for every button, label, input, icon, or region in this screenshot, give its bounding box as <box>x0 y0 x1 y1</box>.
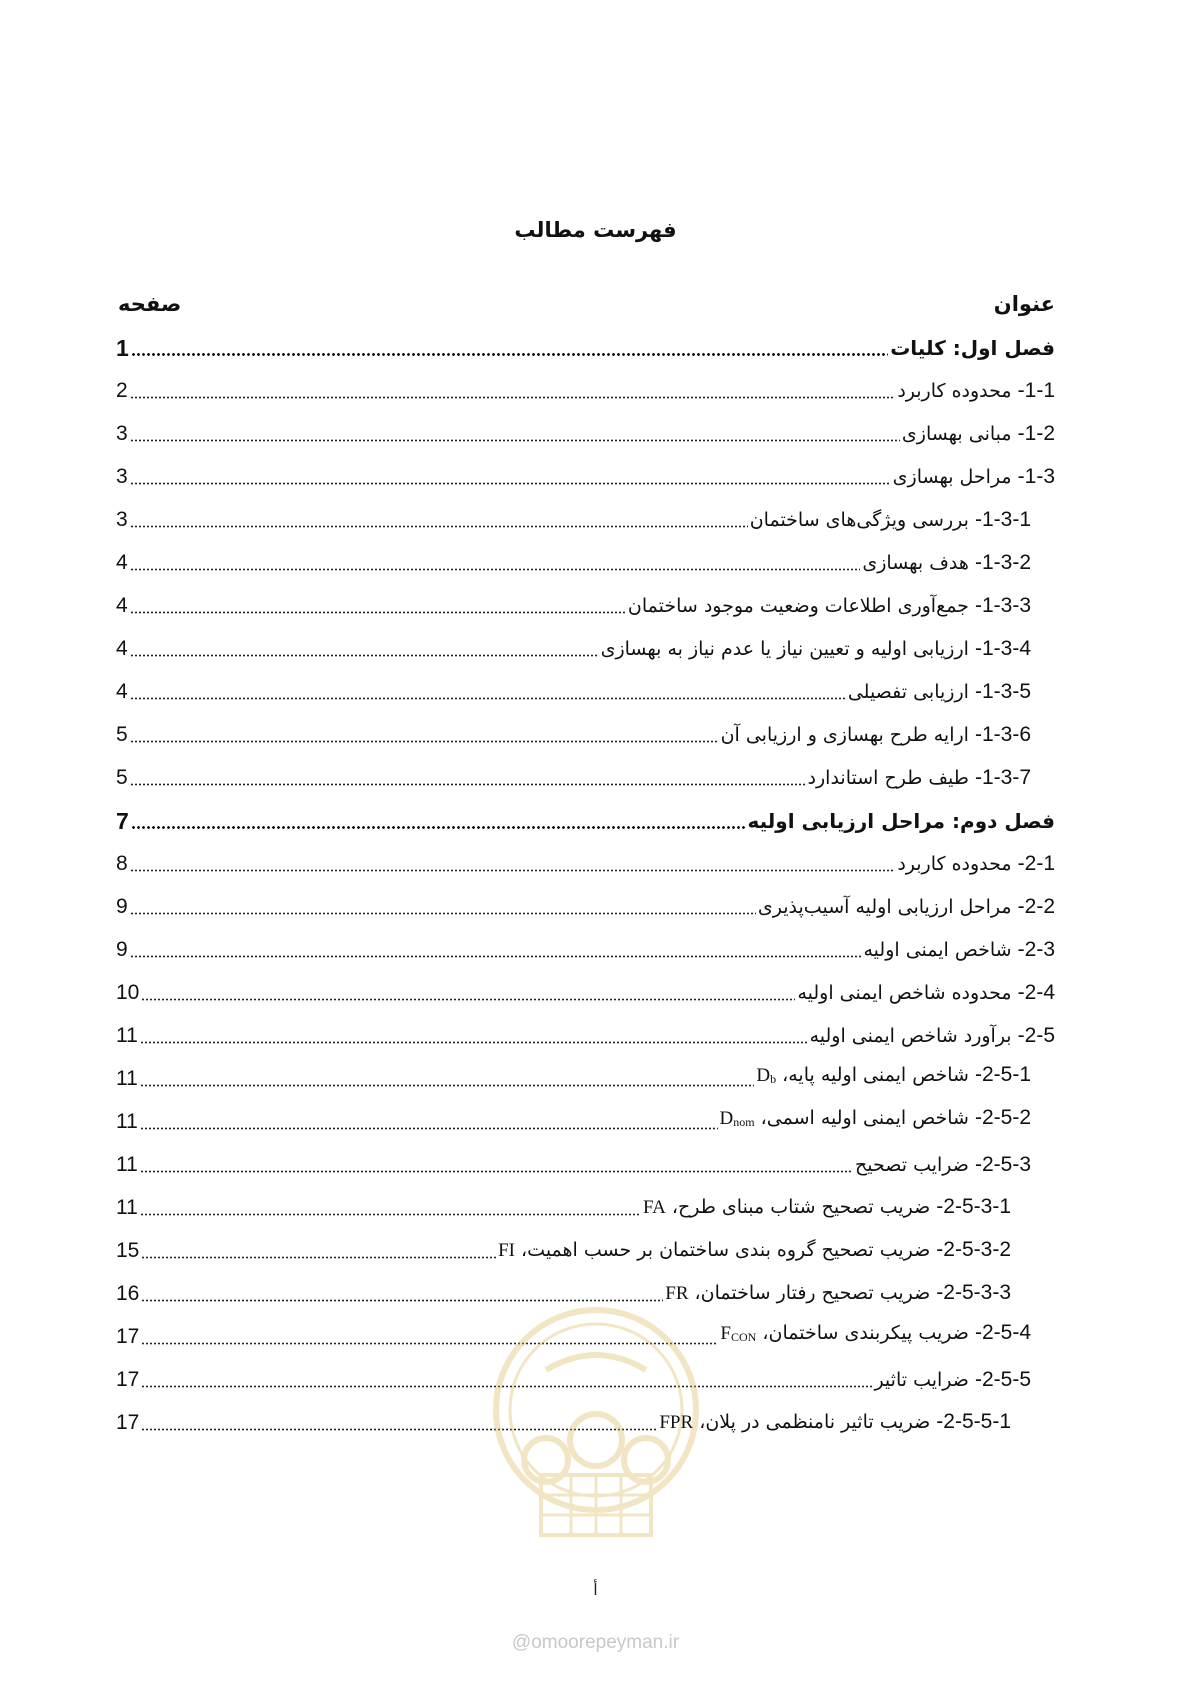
toc-entry-text: شاخص ایمنی اولیه اسمی، <box>754 1107 975 1129</box>
toc-entry-number: 1-3-5- <box>974 680 1031 703</box>
toc-row[interactable] <box>116 1190 1011 1226</box>
dot-leader <box>130 654 599 657</box>
toc-entry-label <box>848 674 1031 710</box>
toc-page-number: 4 <box>116 680 128 703</box>
toc-page-number: 11 <box>116 1153 138 1176</box>
toc-entry-text: ضریب تصحیح گروه بندی ساختمان بر حسب اهمیت، <box>514 1239 937 1261</box>
toc-page-number: 15 <box>116 1239 140 1262</box>
toc-entry-text: محدوده کاربرد <box>897 380 1018 402</box>
toc-entry-text: محدوده کاربرد <box>897 853 1018 875</box>
toc-entry-number: 2-5-5-1- <box>936 1410 1011 1433</box>
toc-page-number: 9 <box>116 895 128 918</box>
toc-row[interactable] <box>116 1018 1055 1054</box>
toc-entry-label <box>750 502 1031 538</box>
toc-page-number: 17 <box>116 1325 140 1348</box>
dot-leader <box>140 1213 641 1216</box>
toc-page-number: 17 <box>116 1411 140 1434</box>
dot-leader <box>140 1084 755 1087</box>
publisher-seal-logo <box>486 1300 706 1600</box>
toc-entry-label <box>747 803 1055 839</box>
toc-entry-label <box>720 1100 1031 1140</box>
toc-row[interactable] <box>116 1233 1011 1269</box>
page-number: أ <box>593 1580 598 1599</box>
toc-row[interactable] <box>116 1061 1031 1097</box>
toc-entry-number: 1-3-1- <box>974 508 1031 531</box>
toc-entry-label <box>890 330 1055 366</box>
toc-entry-text: بررسی ویژگی‌های ساختمان <box>749 509 975 531</box>
toc-row[interactable] <box>116 416 1055 452</box>
toc-page-number: 3 <box>116 508 128 531</box>
toc-entry-text: جمع‌آوری اطلاعات وضعیت موجود ساختمان <box>627 595 975 617</box>
toc-entry-label <box>756 1057 1031 1097</box>
toc-entry-number: 2-5-3-3- <box>936 1281 1011 1304</box>
toc-entry-symbol-base: D <box>756 1065 771 1086</box>
toc-page-number: 3 <box>116 465 128 488</box>
toc-row[interactable] <box>116 545 1031 581</box>
dot-leader <box>130 482 891 485</box>
toc-entry-symbol <box>720 1108 755 1129</box>
dot-leader <box>130 955 862 958</box>
dot-leader <box>130 439 900 442</box>
page-column-header: صفحه <box>118 292 182 316</box>
dot-leader <box>130 783 806 786</box>
toc-row[interactable] <box>116 373 1055 409</box>
toc-row[interactable] <box>116 717 1031 753</box>
toc-entry-text: ضریب پیکربندی ساختمان، <box>756 1322 975 1344</box>
toc-entry-text: ارزیابی تفصیلی <box>847 681 975 703</box>
toc-entry-text: مبانی بهسازی <box>901 423 1018 445</box>
toc-page-number: 5 <box>116 723 128 746</box>
toc-entry-number: 2-5-5- <box>974 1368 1031 1391</box>
toc-entry-number: فصل دوم: <box>952 809 1055 833</box>
dot-leader <box>140 1041 808 1044</box>
watermark-url: @omoorepeyman.ir <box>511 1632 680 1653</box>
toc-page-number: 3 <box>116 422 128 445</box>
toc-entry-label <box>864 932 1056 968</box>
toc-entry-text: ضرایب تصحیح <box>855 1154 975 1176</box>
toc-entry-symbol <box>643 1197 666 1218</box>
toc-entry-number: 1-3-7- <box>974 766 1031 789</box>
toc-entry-label <box>902 416 1055 452</box>
toc-entry-text: طیف طرح استاندارد <box>807 767 975 789</box>
dot-leader <box>140 1127 718 1130</box>
toc-entry-number: 2-5-4- <box>974 1321 1031 1344</box>
toc-entry-text: شاخص ایمنی اولیه پایه، <box>776 1064 975 1086</box>
toc-page-number: 7 <box>116 808 129 834</box>
dot-leader <box>130 611 626 614</box>
toc-entry-text: ارایه طرح بهسازی و ارزیابی آن <box>720 724 975 746</box>
toc-entry-label <box>897 373 1055 409</box>
toc-row[interactable] <box>116 760 1031 796</box>
toc-row[interactable] <box>116 631 1031 667</box>
toc-entry-symbol-base: FPR <box>659 1412 694 1433</box>
toc-entry-label <box>862 545 1031 581</box>
toc-row[interactable] <box>116 588 1031 624</box>
toc-entry-number: 2-5- <box>1017 1024 1055 1047</box>
toc-page-number: 1 <box>116 335 129 361</box>
toc-entry-number: 1-3-2- <box>974 551 1031 574</box>
toc-entry-label <box>498 1232 1011 1269</box>
toc-page-number: 11 <box>116 1110 138 1133</box>
toc-row[interactable] <box>116 846 1055 882</box>
toc-entry-symbol-subscript: b <box>770 1072 777 1086</box>
toc-entry-label <box>601 631 1031 667</box>
dot-leader <box>141 1256 496 1259</box>
toc-entry-symbol-base: D <box>719 1108 734 1129</box>
toc-entry-label <box>659 1404 1011 1441</box>
toc-entry-label <box>874 1362 1031 1398</box>
toc-page-number: 4 <box>116 551 128 574</box>
dot-leader <box>130 740 719 743</box>
toc-entry-symbol-subscript: nom <box>733 1115 755 1129</box>
toc-entry-label <box>758 889 1055 925</box>
toc-entry-text: ضریب تصحیح رفتار ساختمان، <box>688 1282 937 1304</box>
toc-entry-symbol <box>498 1240 515 1261</box>
toc-row[interactable] <box>116 1104 1031 1140</box>
toc-page-number: 10 <box>116 981 140 1004</box>
toc-entry-label <box>893 459 1055 495</box>
toc-row[interactable] <box>116 674 1031 710</box>
toc-entry-label <box>720 1315 1031 1355</box>
toc-entry-number: 1-3- <box>1017 465 1055 488</box>
title-column-header: عنوان <box>993 292 1055 316</box>
toc-row[interactable] <box>116 932 1055 968</box>
dot-leader <box>130 396 896 399</box>
toc-entry-label <box>810 1018 1055 1054</box>
toc-entry-number: فصل اول: <box>952 336 1055 360</box>
toc-page-number: 17 <box>116 1368 140 1391</box>
dot-leader <box>130 525 748 528</box>
toc-entry-number: 1-2- <box>1017 422 1055 445</box>
toc-entry-text: مراحل ارزیابی اولیه <box>747 809 953 833</box>
toc-entry-symbol-base: FR <box>665 1283 689 1304</box>
toc-entry-text: ارزیابی اولیه و تعیین نیاز یا عدم نیاز به بهسازی <box>600 638 975 660</box>
dot-leader <box>131 826 746 829</box>
toc-row[interactable] <box>116 889 1055 925</box>
toc-entry-text: مراحل بهسازی <box>892 466 1018 488</box>
toc-row[interactable] <box>116 502 1031 538</box>
toc-entry-text: کلیات <box>890 336 953 360</box>
toc-entry-number: 2-5-1- <box>974 1063 1031 1086</box>
toc-chapter-row[interactable] <box>116 330 1055 366</box>
toc-entry-number: 1-3-6- <box>974 723 1031 746</box>
toc-entry-symbol-base: FA <box>642 1197 666 1218</box>
dot-leader <box>130 869 896 872</box>
dot-leader <box>130 912 756 915</box>
dot-leader <box>130 697 846 700</box>
toc-page-number: 4 <box>116 637 128 660</box>
toc-page-number: 5 <box>116 766 128 789</box>
toc-page-number: 9 <box>116 938 128 961</box>
toc-page-number: 11 <box>116 1196 138 1219</box>
toc-page-number: 11 <box>116 1024 138 1047</box>
toc-chapter-row[interactable] <box>116 803 1055 839</box>
toc-entry-symbol-base: FI <box>498 1240 515 1261</box>
toc-entry-number: 2-2- <box>1017 895 1055 918</box>
toc-entry-label <box>628 588 1031 624</box>
toc-entry-label <box>665 1275 1011 1312</box>
toc-entry-symbol-base: F <box>720 1323 731 1344</box>
toc-entry-text: ضریب تاثیر نامنظمی در پلان، <box>693 1411 937 1433</box>
toc-entry-label <box>643 1189 1011 1226</box>
toc-entry-number: 2-3- <box>1017 938 1055 961</box>
toc-page-number: 8 <box>116 852 128 875</box>
toc-entry-number: 1-3-3- <box>974 594 1031 617</box>
toc-entry-number: 2-5-3-2- <box>936 1238 1011 1261</box>
toc-page-number: 4 <box>116 594 128 617</box>
toc-entry-number: 2-5-3-1- <box>936 1195 1011 1218</box>
toc-row[interactable] <box>116 459 1055 495</box>
toc-entry-text: شاخص ایمنی اولیه <box>863 939 1018 961</box>
toc-entry-number: 1-1- <box>1017 379 1055 402</box>
toc-entry-label <box>897 846 1055 882</box>
toc-entry-number: 2-4- <box>1017 981 1055 1004</box>
toc-title: فهرست مطالب <box>514 218 677 242</box>
toc-row[interactable] <box>116 975 1055 1011</box>
toc-row[interactable] <box>116 1147 1031 1183</box>
dot-leader <box>131 353 888 356</box>
toc-page-number: 11 <box>116 1067 138 1090</box>
toc-entry-text: محدوده شاخص ایمنی اولیه <box>797 982 1018 1004</box>
toc-page-number: 2 <box>116 379 128 402</box>
toc-entry-text: هدف بهسازی <box>862 552 975 574</box>
toc-entry-number: 2-1- <box>1017 852 1055 875</box>
toc-entry-number: 2-5-3- <box>974 1153 1031 1176</box>
toc-entry-text: ضرایب تاثیر <box>874 1369 975 1391</box>
toc-entry-number: 1-3-4- <box>974 637 1031 660</box>
dot-leader <box>141 998 795 1001</box>
toc-entry-text: مراحل ارزیابی اولیه آسیب‌پذیری <box>757 896 1018 918</box>
toc-entry-text: ضریب تصحیح شتاب مبنای طرح، <box>665 1196 937 1218</box>
toc-entry-symbol-subscript: CON <box>730 1330 757 1344</box>
toc-entry-label <box>721 717 1031 753</box>
toc-entry-number: 2-5-2- <box>974 1106 1031 1129</box>
toc-entry-symbol <box>720 1323 756 1344</box>
dot-leader <box>140 1170 853 1173</box>
dot-leader <box>130 568 861 571</box>
toc-entry-label <box>855 1147 1031 1183</box>
toc-entry-text: برآورد شاخص ایمنی اولیه <box>809 1025 1018 1047</box>
toc-entry-label <box>797 975 1055 1011</box>
toc-entry-symbol <box>756 1065 776 1086</box>
toc-entry-label <box>808 760 1031 796</box>
toc-page-number: 16 <box>116 1282 140 1305</box>
